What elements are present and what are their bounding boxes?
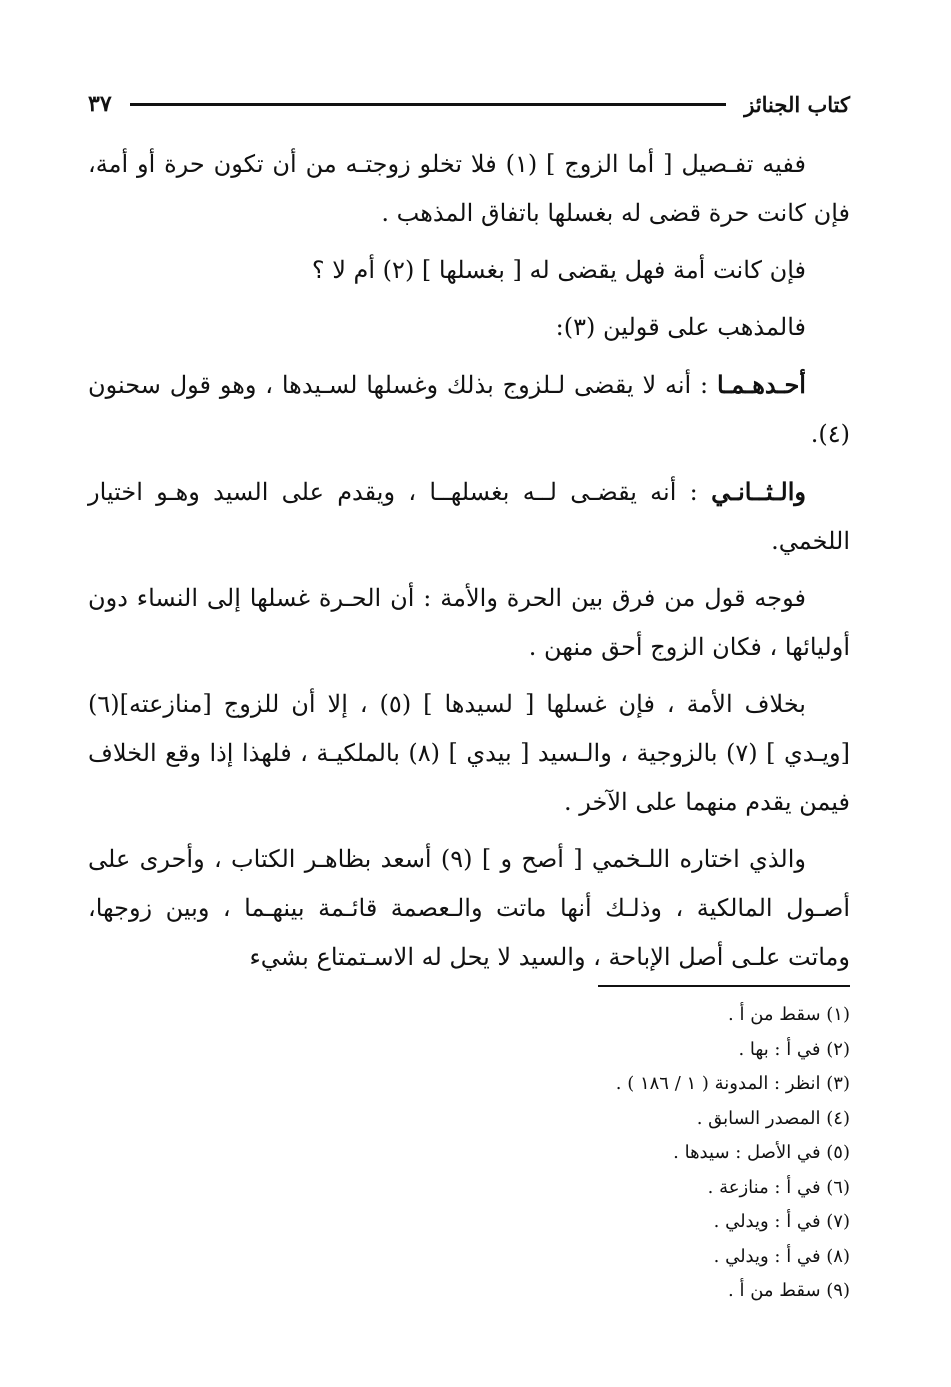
footnote-4: (٤) المصدر السابق . — [696, 1107, 850, 1129]
footnote-3: (٣) انظر : المدونة ( ١ / ١٨٦ ) . — [615, 1073, 850, 1094]
footnote-9: (٩) سقط من أ . — [728, 1280, 850, 1301]
footnote-5: (٥) في الأصل : سيدها . — [673, 1142, 850, 1163]
paragraph-6-text: فوجه قول من فرق بين الحرة والأمة : أن الحـرة غسلها إلى النساء دون أوليائها ، فكان الزوج أحق منهن . — [88, 584, 850, 661]
paragraph-6 — [88, 574, 850, 672]
paragraph-8-text: والذي اختاره اللـخمي [ أصح و ] (٩) أسعد بظاهـر الكتاب ، وأحرى على أصـول المالكية ، وذلـك أنها ماتت والـعصمة قائـمة بينهـما ، وبين زوجها، وماتت علـى أصل الإباحة ، والسيد لا يحل له الاسـتمتاع بشيء — [88, 845, 850, 971]
paragraph-7 — [88, 680, 850, 827]
paragraph-2-text: فإن كانت أمة فهل يقضى له [ بغسلها ] (٢) أم لا ؟ — [311, 256, 806, 284]
page-number: ٣٧ — [88, 91, 112, 117]
paragraph-4-text: : أنه لا يقضى لـلزوج بذلك وغسلها لسـيدها ، وهو قول سحنون (٤). — [88, 371, 850, 448]
footnote-7: (٧) في أ : ويدلي . — [713, 1211, 850, 1232]
page-header — [88, 84, 850, 124]
paragraph-3 — [88, 303, 850, 352]
paragraph-1-text: ففيه تفـصيل [ أما الزوج ] (١) فلا تخلو زوجتـه من أن تكون حرة أو أمة، فإن كانت حرة قضى له بغسلها باتفاق المذهب . — [88, 150, 850, 227]
footnote-2: (٢) في أ : بها . — [738, 1038, 850, 1060]
paragraph-5-text: : أنه يقضـى لــه بغسلهــا ، ويقدم على السيد وهـو اختيار اللخمي. — [88, 478, 850, 555]
paragraph-2 — [88, 246, 850, 295]
paragraph-8 — [88, 835, 850, 982]
paragraph-3-text: فالمذهب على قولين (٣): — [555, 313, 806, 341]
paragraph-1 — [88, 140, 850, 238]
footnotes — [400, 998, 850, 1309]
footnote-rule — [598, 985, 850, 987]
footnote-8: (٨) في أ : ويدلي . — [713, 1245, 850, 1267]
header-rule — [130, 103, 727, 106]
paragraph-5-lead: والـثــانـي — [711, 477, 806, 506]
chapter-title: كتاب الجنائز — [744, 91, 850, 117]
paragraph-5 — [88, 467, 850, 566]
footnote-1: (١) سقط من أ . — [728, 1004, 850, 1025]
paragraph-4-lead: أحـدهـمـا — [716, 370, 806, 399]
paragraph-7-text: بخلاف الأمة ، فإن غسلها [ لسيدها ] (٥) ، إلا أن للزوج [منازعته](٦) [ويـدي ] (٧) بالزوجية ، والـسيد [ بيدي ] (٨) بالملكيـة ، فلهذا إذا وقع الخلاف فيمن يقدم منهما على الآخر . — [88, 690, 850, 816]
main-text — [88, 140, 850, 990]
paragraph-4 — [88, 360, 850, 459]
footnote-6: (٦) في أ : منازعة . — [707, 1176, 850, 1198]
